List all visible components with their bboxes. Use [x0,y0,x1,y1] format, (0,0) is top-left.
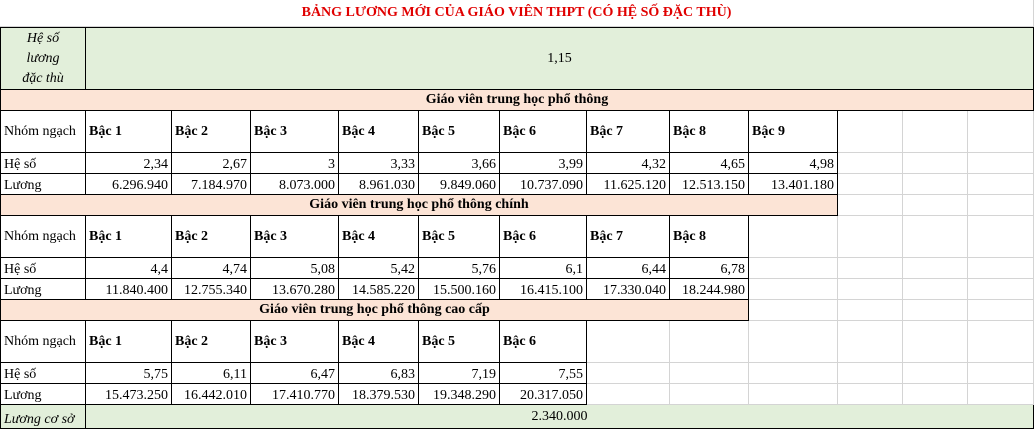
empty-cell[interactable] [903,321,968,363]
empty-cell[interactable] [968,174,1034,195]
empty-cell[interactable] [968,216,1034,258]
group-label[interactable]: Nhóm ngạch [0,216,86,258]
empty-cell[interactable] [968,300,1034,321]
empty-cell[interactable] [587,384,670,405]
level-header[interactable]: Bậc 1 [86,216,172,258]
coef-cell[interactable]: 6,83 [339,363,419,384]
coef-cell[interactable]: 5,08 [251,258,339,279]
empty-cell[interactable] [670,384,749,405]
coef-cell[interactable]: 4,4 [86,258,172,279]
level-header[interactable]: Bậc 2 [172,111,251,153]
empty-cell[interactable] [838,321,903,363]
empty-cell[interactable] [903,363,968,384]
level-header[interactable]: Bậc 3 [251,216,339,258]
salary-cell[interactable]: 13.670.280 [251,279,339,300]
level-header[interactable]: Bậc 4 [339,216,419,258]
level-header[interactable]: Bậc 2 [172,216,251,258]
coef-cell[interactable]: 6,44 [587,258,670,279]
empty-cell[interactable] [838,216,903,258]
salary-cell[interactable]: 16.442.010 [172,384,251,405]
empty-cell[interactable] [749,321,838,363]
empty-cell[interactable] [968,111,1034,153]
base-salary-label[interactable]: Lương cơ sở [0,405,86,429]
coef-cell[interactable]: 7,19 [419,363,500,384]
empty-cell[interactable] [903,111,968,153]
salary-cell[interactable]: 6.296.940 [86,174,172,195]
empty-cell[interactable] [903,216,968,258]
salary-cell[interactable]: 17.330.040 [587,279,670,300]
level-header[interactable]: Bậc 9 [749,111,838,153]
coef-label[interactable]: Hệ số [0,258,86,279]
salary-cell[interactable]: 12.513.150 [670,174,749,195]
level-header[interactable]: Bậc 5 [419,216,500,258]
coef-cell[interactable]: 5,75 [86,363,172,384]
coef-cell[interactable]: 6,78 [670,258,749,279]
empty-cell[interactable] [749,279,838,300]
salary-cell[interactable]: 19.348.290 [419,384,500,405]
table-header-thpt-chinh[interactable]: Giáo viên trung học phổ thông chính [0,195,838,216]
empty-cell[interactable] [838,111,903,153]
table-header-thpt[interactable]: Giáo viên trung học phổ thông [0,90,1034,111]
base-salary-value[interactable]: 2.340.000 [86,405,1034,429]
salary-cell[interactable]: 18.244.980 [670,279,749,300]
coef-cell[interactable]: 4,65 [670,153,749,174]
level-header[interactable]: Bậc 1 [86,321,172,363]
coef-cell[interactable]: 2,67 [172,153,251,174]
coef-cell[interactable]: 5,42 [339,258,419,279]
coef-cell[interactable]: 7,55 [500,363,587,384]
coef-cell[interactable]: 2,34 [86,153,172,174]
empty-cell[interactable] [587,363,670,384]
salary-cell[interactable]: 17.410.770 [251,384,339,405]
empty-cell[interactable] [749,216,838,258]
coef-cell[interactable]: 6,11 [172,363,251,384]
empty-cell[interactable] [838,300,903,321]
level-header[interactable]: Bậc 7 [587,111,670,153]
empty-cell[interactable] [838,174,903,195]
empty-cell[interactable] [968,258,1034,279]
salary-cell[interactable]: 10.737.090 [500,174,587,195]
coef-label[interactable]: Hệ số [0,363,86,384]
empty-cell[interactable] [838,384,903,405]
empty-cell[interactable] [838,363,903,384]
level-header[interactable]: Bậc 2 [172,321,251,363]
empty-cell[interactable] [903,384,968,405]
coef-cell[interactable]: 5,76 [419,258,500,279]
empty-cell[interactable] [903,279,968,300]
table-header-thpt-cao-cap[interactable]: Giáo viên trung học phổ thông cao cấp [0,300,749,321]
group-label[interactable]: Nhóm ngạch [0,321,86,363]
salary-label[interactable]: Lương [0,384,86,405]
salary-label[interactable]: Lương [0,174,86,195]
empty-cell[interactable] [838,153,903,174]
level-header[interactable]: Bậc 5 [419,321,500,363]
salary-cell[interactable]: 12.755.340 [172,279,251,300]
coef-cell[interactable]: 3,66 [419,153,500,174]
level-header[interactable]: Bậc 6 [500,321,587,363]
salary-cell[interactable]: 15.473.250 [86,384,172,405]
salary-cell[interactable]: 13.401.180 [749,174,838,195]
salary-cell[interactable]: 8.073.000 [251,174,339,195]
empty-cell[interactable] [749,384,838,405]
empty-cell[interactable] [968,384,1034,405]
empty-cell[interactable] [749,363,838,384]
salary-cell[interactable]: 11.625.120 [587,174,670,195]
coef-label[interactable]: Hệ số [0,153,86,174]
coef-cell[interactable]: 3,99 [500,153,587,174]
level-header[interactable]: Bậc 7 [587,216,670,258]
empty-cell[interactable] [968,363,1034,384]
level-header[interactable]: Bậc 3 [251,111,339,153]
empty-cell[interactable] [749,300,838,321]
empty-cell[interactable] [838,279,903,300]
salary-cell[interactable]: 15.500.160 [419,279,500,300]
salary-cell[interactable]: 20.317.050 [500,384,587,405]
empty-cell[interactable] [903,300,968,321]
level-header[interactable]: Bậc 4 [339,321,419,363]
empty-cell[interactable] [838,195,903,216]
empty-cell[interactable] [670,363,749,384]
salary-cell[interactable]: 8.961.030 [339,174,419,195]
empty-cell[interactable] [838,258,903,279]
coef-cell[interactable]: 4,98 [749,153,838,174]
empty-cell[interactable] [749,258,838,279]
empty-cell[interactable] [903,195,968,216]
empty-cell[interactable] [903,258,968,279]
special-coef-value[interactable]: 1,15 [86,27,1034,90]
empty-cell[interactable] [968,279,1034,300]
special-coef-label[interactable]: Hệ số lương đặc thù [0,27,86,90]
empty-cell[interactable] [903,174,968,195]
salary-cell[interactable]: 14.585.220 [339,279,419,300]
level-header[interactable]: Bậc 6 [500,111,587,153]
empty-cell[interactable] [587,321,670,363]
salary-cell[interactable]: 11.840.400 [86,279,172,300]
empty-cell[interactable] [968,195,1034,216]
empty-cell[interactable] [670,321,749,363]
salary-cell[interactable]: 16.415.100 [500,279,587,300]
coef-cell[interactable]: 4,32 [587,153,670,174]
salary-cell[interactable]: 9.849.060 [419,174,500,195]
coef-cell[interactable]: 3,33 [339,153,419,174]
level-header[interactable]: Bậc 4 [339,111,419,153]
salary-cell[interactable]: 7.184.970 [172,174,251,195]
group-label[interactable]: Nhóm ngạch [0,111,86,153]
level-header[interactable]: Bậc 5 [419,111,500,153]
salary-cell[interactable]: 18.379.530 [339,384,419,405]
coef-cell[interactable]: 6,47 [251,363,339,384]
level-header[interactable]: Bậc 1 [86,111,172,153]
coef-cell[interactable]: 6,1 [500,258,587,279]
coef-cell[interactable]: 4,74 [172,258,251,279]
empty-cell[interactable] [968,321,1034,363]
coef-cell[interactable]: 3 [251,153,339,174]
level-header[interactable]: Bậc 6 [500,216,587,258]
salary-label[interactable]: Lương [0,279,86,300]
empty-cell[interactable] [903,153,968,174]
level-header[interactable]: Bậc 3 [251,321,339,363]
empty-cell[interactable] [968,153,1034,174]
level-header[interactable]: Bậc 8 [670,111,749,153]
sheet-title[interactable]: BẢNG LƯƠNG MỚI CỦA GIÁO VIÊN THPT (CÓ HỆ SỐ ĐẶC THÙ) [0,0,1034,27]
level-header[interactable]: Bậc 8 [670,216,749,258]
